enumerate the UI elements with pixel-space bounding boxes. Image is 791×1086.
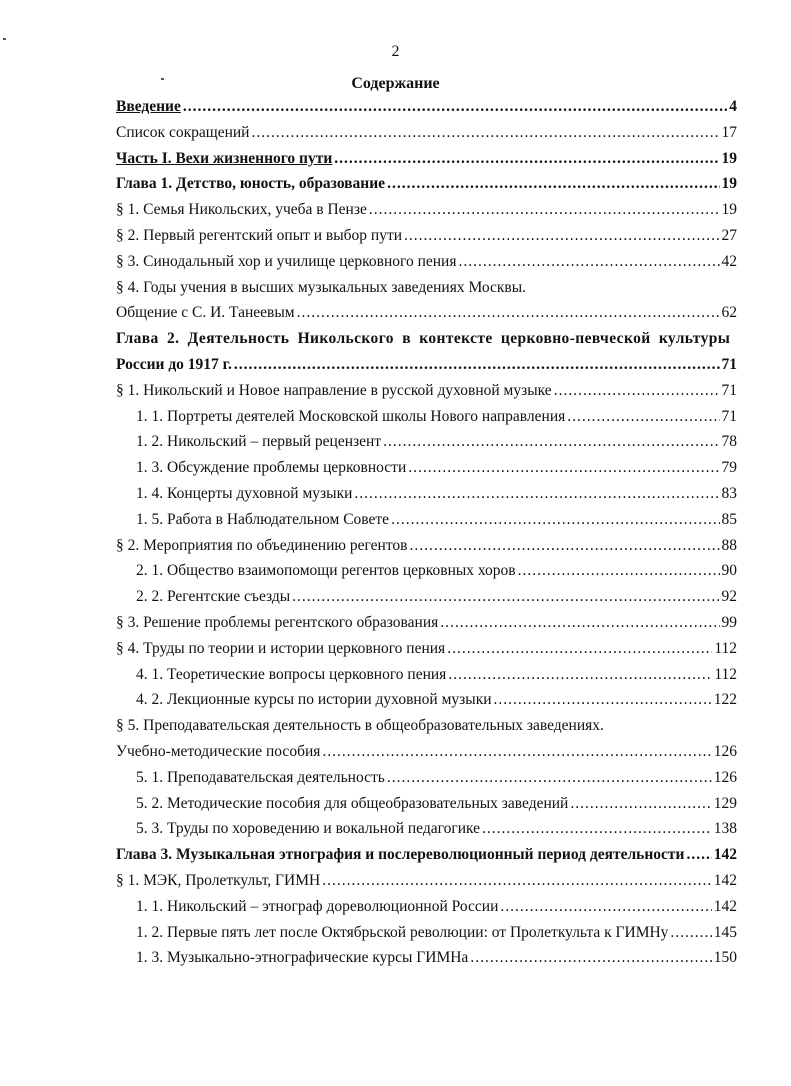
toc-entry-page: 78	[721, 433, 737, 451]
toc-entry	[136, 431, 737, 453]
toc-entry-page: 17	[721, 123, 737, 141]
toc-leader-dots	[686, 844, 711, 866]
scan-speck	[3, 38, 6, 40]
toc-entry-title: § 1. Никольский и Новое направление в русской духовной музыке	[116, 381, 552, 399]
toc-leader-dots	[447, 638, 712, 660]
toc-entry-page: 88	[721, 536, 737, 554]
toc-entry	[136, 483, 737, 505]
toc-leader-dots	[570, 793, 711, 815]
toc-entry	[116, 225, 737, 247]
toc-entry-page: 112	[714, 639, 737, 657]
toc-leader-dots	[387, 173, 719, 195]
toc-entry-title: § 5. Преподавательская деятельность в общеобразовательных заведениях.	[116, 717, 604, 735]
toc-entry-title: Часть I. Вехи жизненного пути	[116, 149, 333, 167]
toc-entry	[136, 457, 737, 479]
toc-entry-title: Введение	[116, 98, 181, 115]
toc-entry	[116, 354, 737, 376]
toc-entry	[136, 689, 737, 711]
toc-entry-title: § 1. МЭК, Пролеткульт, ГИМН	[116, 872, 321, 889]
toc-leader-dots	[322, 870, 712, 892]
toc-entry	[116, 173, 737, 195]
toc-entry-title: 1. 1. Никольский – этнограф дореволюционной России	[136, 897, 499, 915]
toc-entry	[136, 664, 737, 686]
toc-entry	[116, 328, 737, 350]
toc-leader-dots	[387, 767, 712, 789]
toc-entry	[136, 509, 737, 531]
toc-entry-title: § 4. Годы учения в высших музыкальных заведениях Москвы.	[116, 278, 526, 296]
toc-entry-page: 90	[721, 562, 737, 580]
toc-entry	[116, 199, 737, 221]
toc-entry-page: 92	[721, 588, 737, 606]
toc-leader-dots	[409, 535, 719, 557]
toc-entry	[116, 612, 737, 634]
toc-entry-page: 27	[721, 227, 737, 244]
toc-entry-title: 5. 2. Методические пособия для общеобразовательных заведений	[136, 794, 569, 812]
toc-title: Содержание	[351, 75, 440, 92]
toc-leader-dots	[554, 380, 720, 402]
toc-leader-dots	[448, 664, 712, 686]
toc-leader-dots	[470, 947, 711, 969]
toc-entry-page: 19	[721, 175, 737, 193]
toc-entry-page: 42	[721, 252, 737, 270]
toc-leader-dots	[494, 689, 712, 711]
toc-leader-dots	[440, 612, 719, 634]
toc-entry-page: 71	[721, 381, 737, 399]
toc-entry-title: § 1. Семья Никольских, учеба в Пензе	[116, 201, 367, 219]
toc-entry	[116, 535, 737, 557]
toc-entry-title: § 3. Синодальный хор и училище церковного пения	[116, 252, 457, 270]
toc-entry	[116, 277, 737, 299]
toc-entry-title: 1. 3. Обсуждение проблемы церковности	[136, 459, 407, 477]
toc-entry	[116, 251, 737, 273]
toc-entry-title: 5. 1. Преподавательская деятельность	[136, 768, 385, 786]
toc-entry	[116, 302, 737, 324]
toc-entry	[116, 741, 737, 763]
toc-entry	[136, 586, 737, 608]
toc-entry-title: 1. 2. Никольский – первый рецензент	[136, 433, 382, 451]
toc-entry-page: 71	[721, 356, 737, 373]
toc-entry-page: 126	[713, 743, 737, 760]
toc-entry-title: § 3. Решение проблемы регентского образования	[116, 614, 439, 631]
toc-entry	[116, 122, 737, 144]
toc-leader-dots	[369, 199, 720, 221]
toc-entry-page: 142	[713, 897, 737, 915]
toc-entry-title: Общение с С. И. Танеевым	[116, 304, 295, 322]
toc-entry-title: § 4. Труды по теории и истории церковного пения	[116, 639, 446, 657]
toc-entry-title: 2. 1. Общество взаимопомощи регентов церковных хоров	[136, 562, 516, 580]
toc-entry-page: 126	[713, 768, 737, 786]
toc-entry-page: 142	[713, 846, 737, 864]
toc-entry	[116, 844, 737, 866]
toc-leader-dots	[234, 354, 720, 376]
toc-entry-page: 85	[721, 510, 737, 528]
toc-entry	[136, 818, 737, 840]
toc-entry-page: 112	[714, 665, 737, 683]
toc-entry-title: 5. 3. Труды по хороведению и вокальной педагогике	[136, 820, 481, 838]
toc-entry	[136, 793, 737, 815]
toc-entry	[136, 767, 737, 789]
toc-leader-dots	[670, 922, 711, 944]
toc-entry	[116, 715, 737, 737]
toc-leader-dots	[482, 818, 712, 840]
toc-leader-dots	[322, 741, 711, 763]
toc-entry-title: 2. 2. Регентские съезды	[136, 588, 291, 606]
toc-entry-page: 150	[713, 949, 737, 967]
toc-entry-page: 4	[729, 98, 737, 115]
toc-entry	[116, 380, 737, 402]
toc-entry-title: 1. 3. Музыкально-этнографические курсы ГИМНа	[136, 949, 469, 967]
toc-leader-dots	[183, 96, 727, 118]
toc-entry	[136, 560, 737, 582]
toc-entry-page: 99	[721, 614, 737, 631]
toc-entry-title: 4. 2. Лекционные курсы по истории духовной музыки	[136, 691, 492, 709]
toc-entry-title: § 2. Первый регентский опыт и выбор пути	[116, 227, 403, 244]
toc-entry-title: России до 1917 г.	[116, 356, 232, 373]
toc-leader-dots	[391, 509, 719, 531]
toc-entry-page: 19	[721, 201, 737, 219]
toc-entry-title: Учебно-методические пособия	[116, 743, 321, 760]
toc-entry	[116, 96, 737, 118]
toc-entry-page: 62	[721, 304, 737, 322]
toc-entry-page: 79	[721, 459, 737, 477]
toc-leader-dots	[354, 483, 719, 505]
toc-entry-page: 138	[713, 820, 737, 838]
toc-entry	[116, 870, 737, 892]
toc-entry-title: 4. 1. Теоретические вопросы церковного пения	[136, 665, 447, 683]
toc-entry-title: Глава 2. Деятельность Никольского в контексте церковно-певческой культуры	[116, 330, 731, 348]
page-number: 2	[391, 43, 400, 60]
toc-entry-title: 1. 2. Первые пять лет после Октябрьской революции: от Пролеткульта к ГИМНу	[136, 923, 669, 941]
toc-leader-dots	[567, 406, 719, 428]
toc-entry-title: Список сокращений	[116, 123, 250, 141]
toc-entry	[136, 947, 737, 969]
toc-leader-dots	[458, 251, 719, 273]
toc-entry-title: 1. 1. Портреты деятелей Московской школы Нового направления	[136, 407, 566, 425]
toc-entry	[136, 922, 737, 944]
toc-leader-dots	[383, 431, 719, 453]
toc-leader-dots	[408, 457, 719, 479]
toc-entry-page: 19	[721, 149, 737, 167]
toc-entry	[116, 148, 737, 170]
toc-entry-title: 1. 4. Концерты духовной музыки	[136, 485, 353, 502]
toc-entry-title: 1. 5. Работа в Наблюдательном Совете	[136, 510, 390, 528]
toc-entry	[136, 896, 737, 918]
toc-entry-title: Глава 3. Музыкальная этнография и послереволюционный период деятельности	[116, 846, 685, 864]
toc-leader-dots	[404, 225, 719, 247]
scan-speck	[161, 78, 164, 80]
toc-entry-page: 122	[713, 691, 737, 709]
toc-entry-title: Глава 1. Детство, юность, образование	[116, 175, 386, 193]
toc-entry-page: 145	[713, 923, 737, 941]
toc-entry	[116, 638, 737, 660]
toc-leader-dots	[334, 148, 719, 170]
toc-entry-title: § 2. Мероприятия по объединению регентов	[116, 536, 408, 554]
toc-entry-page: 129	[713, 794, 737, 812]
toc-leader-dots	[500, 896, 711, 918]
toc-entry-page: 71	[721, 407, 737, 425]
toc-leader-dots	[518, 560, 720, 582]
toc-entry-page: 142	[713, 872, 737, 889]
toc-leader-dots	[292, 586, 719, 608]
toc-leader-dots	[297, 302, 720, 324]
toc-leader-dots	[251, 122, 719, 144]
toc-entry	[136, 406, 737, 428]
toc-entry-page: 83	[721, 485, 737, 502]
